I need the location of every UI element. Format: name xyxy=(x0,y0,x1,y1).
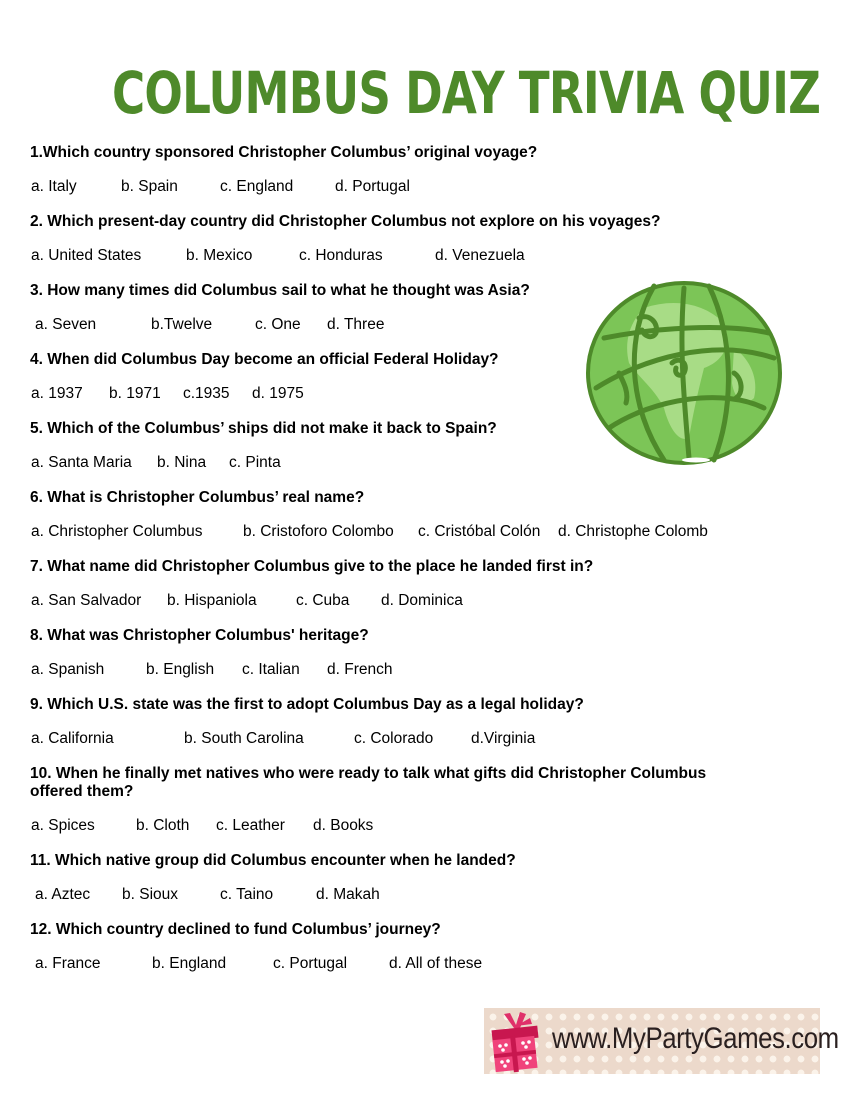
answer-12c: c. Portugal xyxy=(273,955,348,972)
answer-4d: d. 1975 xyxy=(252,385,304,402)
answer-6d: d. Christophe Colomb xyxy=(558,523,708,540)
answer-8c: c. Italian xyxy=(242,661,300,678)
question-4: 4. When did Columbus Day become an official Federal Holiday? xyxy=(30,351,499,368)
answer-11a: a. Aztec xyxy=(35,886,91,903)
answer-2d: d. Venezuela xyxy=(435,247,525,264)
answer-9c: c. Colorado xyxy=(354,730,434,747)
question-5: 5. Which of the Columbus’ ships did not make it back to Spain? xyxy=(30,420,497,437)
answer-6c: c. Cristóbal Colón xyxy=(418,523,541,540)
answer-6a: a. Christopher Columbus xyxy=(31,523,203,540)
answer-10b: b. Cloth xyxy=(136,817,190,834)
question-1: 1.Which country sponsored Christopher Columbus’ original voyage? xyxy=(30,144,538,161)
answer-7b: b. Hispaniola xyxy=(167,592,257,609)
answer-4b: b. 1971 xyxy=(109,385,161,402)
question-6: 6. What is Christopher Columbus’ real name? xyxy=(30,489,365,506)
question-10-line2: offered them? xyxy=(30,783,134,800)
answer-10c: c. Leather xyxy=(216,817,285,834)
answer-3a: a. Seven xyxy=(35,316,97,333)
answer-10d: d. Books xyxy=(313,817,374,834)
answer-3c: c. One xyxy=(255,316,301,333)
question-8: 8. What was Christopher Columbus' heritage? xyxy=(30,627,369,644)
answer-2a: a. United States xyxy=(31,247,142,264)
answer-11d: d. Makah xyxy=(316,886,380,903)
answer-12d: d. All of these xyxy=(389,955,483,972)
question-7: 7. What name did Christopher Columbus give to the place he landed first in? xyxy=(30,558,594,575)
website-banner[interactable] xyxy=(484,1008,839,1074)
question-12: 12. Which country declined to fund Columbus’ journey? xyxy=(30,921,441,938)
answer-7a: a. San Salvador xyxy=(31,592,142,609)
page-title: COLUMBUS DAY TRIVIA QUIZ xyxy=(112,59,821,127)
answer-1d: d. Portugal xyxy=(335,178,410,195)
answer-1a: a. Italy xyxy=(31,178,77,195)
answer-11b: b. Sioux xyxy=(122,886,179,903)
answer-4a: a. 1937 xyxy=(31,385,83,402)
question-11: 11. Which native group did Columbus encounter when he landed? xyxy=(30,852,516,869)
answer-11c: c. Taino xyxy=(220,886,274,903)
answer-10a: a. Spices xyxy=(31,817,95,834)
answer-1b: b. Spain xyxy=(121,178,178,195)
answer-5a: a. Santa Maria xyxy=(31,454,132,471)
answer-12a: a. France xyxy=(35,955,101,972)
website-link[interactable]: www.MyPartyGames.com xyxy=(552,1022,839,1055)
question-9: 9. Which U.S. state was the first to adopt Columbus Day as a legal holiday? xyxy=(30,696,584,713)
answer-7d: d. Dominica xyxy=(381,592,463,609)
answer-4c: c.1935 xyxy=(183,385,230,402)
answer-8d: d. French xyxy=(327,661,393,678)
answer-9b: b. South Carolina xyxy=(184,730,304,747)
answer-8a: a. Spanish xyxy=(31,661,105,678)
answer-2c: c. Honduras xyxy=(299,247,383,264)
answer-12b: b. England xyxy=(152,955,227,972)
answer-9a: a. California xyxy=(31,730,114,747)
gift-icon xyxy=(486,1010,546,1074)
answer-3d: d. Three xyxy=(327,316,385,333)
answer-8b: b. English xyxy=(146,661,215,678)
question-3: 3. How many times did Columbus sail to what he thought was Asia? xyxy=(30,282,530,299)
answer-2b: b. Mexico xyxy=(186,247,253,264)
globe-icon xyxy=(584,278,784,468)
answer-6b: b. Cristoforo Colombo xyxy=(243,523,394,540)
answer-1c: c. England xyxy=(220,178,294,195)
answer-9d: d.Virginia xyxy=(471,730,536,747)
answer-7c: c. Cuba xyxy=(296,592,350,609)
answer-5b: b. Nina xyxy=(157,454,207,471)
question-2: 2. Which present-day country did Christopher Columbus not explore on his voyages? xyxy=(30,213,661,230)
question-10: 10. When he finally met natives who were ready to talk what gifts did Christopher Columbus xyxy=(30,765,707,782)
answer-5c: c. Pinta xyxy=(229,454,281,471)
answer-3b: b.Twelve xyxy=(151,316,213,333)
